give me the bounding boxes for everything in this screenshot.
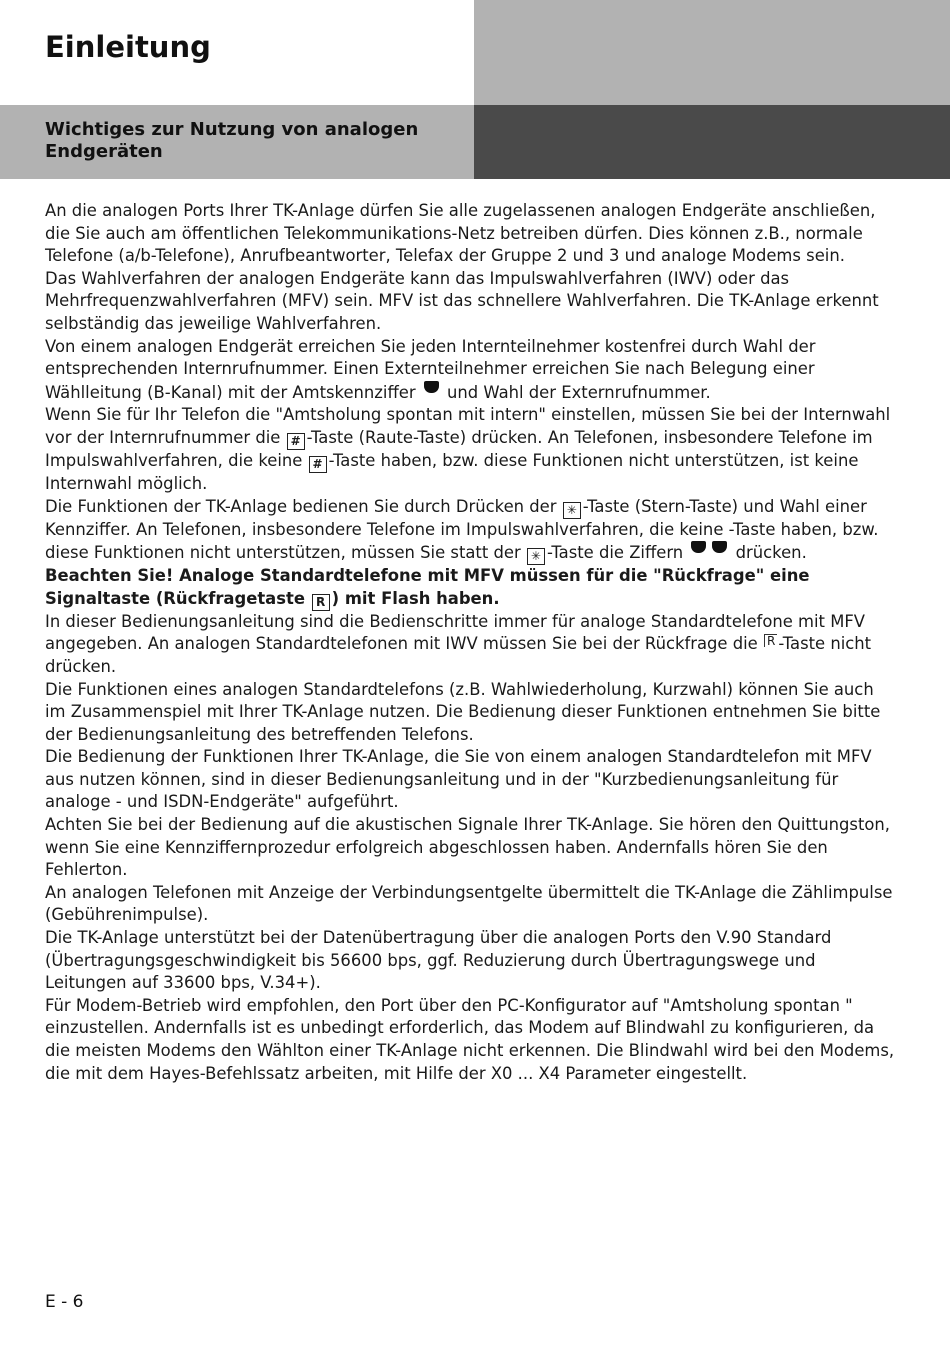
paragraph: Das Wahlverfahren der analogen Endgeräte kann das Impulswahlverfahren (IWV) oder das Mehrfrequenzwahlverfahren (MFV) sein. MFV ist das schnellere Wahlverfahren. Die TK-Anlage erkennt selbständig das jeweilige Wahlverfahren. — [45, 268, 879, 333]
paragraph: Die TK-Anlage unterstützt bei der Datenübertragung über die analogen Ports den V.90 Standard (Übertragungsgeschwindigkeit bis 56600 bps, ggf. Reduzierung durch Übertragungswege und Leitungen auf 33600 bps, V.34+). — [45, 928, 832, 993]
paragraph: An analogen Telefonen mit Anzeige der Verbindungsentgelte übermittelt die TK-Anlage die Zählimpulse (Gebührenimpulse). — [45, 882, 893, 925]
notice-paragraph: Beachten Sie! Analoge Standardtelefone mit MFV müssen für die "Rückfrage" eine Signaltaste (Rückfragetaste R ) mit Flash haben. — [45, 566, 810, 609]
key-digit-icon — [712, 541, 727, 553]
paragraph: Wenn Sie für Ihr Telefon die "Amtsholung spontan mit intern" einstellen, müssen Sie bei der Internwahl vor der Internrufnummer die # -Taste (Raute-Taste) drücken. An Telefonen, insbesondere Telefone im Impulswahlverfahren, die keine # -Taste haben, bzw. diese Funktionen nicht unterstützen, ist keine Internwahl möglich. — [45, 405, 891, 493]
star-key-icon: ✳ — [563, 502, 581, 519]
paragraph: Achten Sie bei der Bedienung auf die akustischen Signale Ihrer TK-Anlage. Sie hören den Quittungston, wenn Sie eine Kennziffernprozedur erfolgreich abgeschlossen haben. Andernfalls hören Sie den Fehlerton. — [45, 815, 891, 880]
paragraph: Die Funktionen eines analogen Standardtelefons (z.B. Wahlwiederholung, Kurzwahl) können Sie auch im Zusammenspiel mit Ihrer TK-Anlage nutzen. Die Bedienung dieser Funktionen entnehmen Sie bitte der Bedienungsanleitung des betreffenden Telefons. — [45, 679, 881, 744]
hash-key-icon: # — [309, 456, 327, 473]
page-title: Einleitung — [45, 30, 211, 64]
hash-key-icon: # — [287, 433, 305, 450]
r-key-icon: R — [312, 594, 330, 611]
star-key-icon: ✳ — [527, 548, 545, 565]
paragraph: An die analogen Ports Ihrer TK-Anlage dürfen Sie alle zugelassenen analogen Endgeräte anschließen, die Sie auch am öffentlichen Telekommunikations-Netz betreiben dürfen. Dies können z.B., normale Telefone (a/b-Telefone), Anrufbeantworter, Telefax der Gruppe 2 und 3 und analoge Modems sein. — [45, 201, 876, 266]
key-digit-icon — [691, 541, 706, 553]
paragraph: Für Modem-Betrieb wird empfohlen, den Port über den PC-Konfigurator auf "Amtsholung spontan " einzustellen. Andernfalls ist es unbedingt erforderlich, das Modem auf Blindwahl zu konfigurieren, da die meisten Modems den Wählton einer TK-Anlage nicht erkennen. Die Blindwahl wird bei den Modems, die mit dem Hayes-Befehlssatz arbeiten, mit Hilfe der X0 ... X4 Parameter eingestellt. — [45, 995, 895, 1083]
section-title: Wichtiges zur Nutzung von analogen Endgeräten — [45, 119, 419, 162]
paragraph: Die Bedienung der Funktionen Ihrer TK-Anlage, die Sie von einem analogen Standardtelefon mit MFV aus nutzen können, sind in dieser Bedienungsanleitung und in der "Kurzbedienungsanleitung für analoge - und ISDN-Endgeräte" aufgeführt. — [45, 747, 872, 812]
paragraph: In dieser Bedienungsanleitung sind die Bedienschritte immer für analoge Standardtelefone mit MFV angegeben. An analogen Standardtelefonen mit IWV müssen Sie bei der Rückfrage die R -Taste nicht drücken. — [45, 611, 872, 676]
header-band-top-right — [474, 0, 950, 105]
key-zero-icon — [424, 381, 439, 393]
flash-key-icon: R — [764, 634, 777, 647]
header-band-dark — [474, 105, 950, 179]
paragraph: Die Funktionen der TK-Anlage bedienen Sie durch Drücken der ✳ -Taste (Stern-Taste) und Wahl einer Kennziffer. An Telefonen, insbesondere Telefone im Impulswahlverfahren, die keine -Taste haben, bzw. diese Funktionen nicht unterstützen, müssen Sie statt der ✳ -Taste die Ziffern drücken. — [45, 496, 879, 564]
page-number: E - 6 — [45, 1292, 84, 1312]
paragraph: Von einem analogen Endgerät erreichen Sie jeden Internteilnehmer kostenfrei durch Wahl der entsprechenden Internrufnummer. Einen Externteilnehmer erreichen Sie nach Belegung einer Wählleitung (B-Kanal) mit der Amtskennziffer und Wahl der Externrufnummer. — [45, 336, 816, 402]
body-text — [45, 200, 897, 1085]
